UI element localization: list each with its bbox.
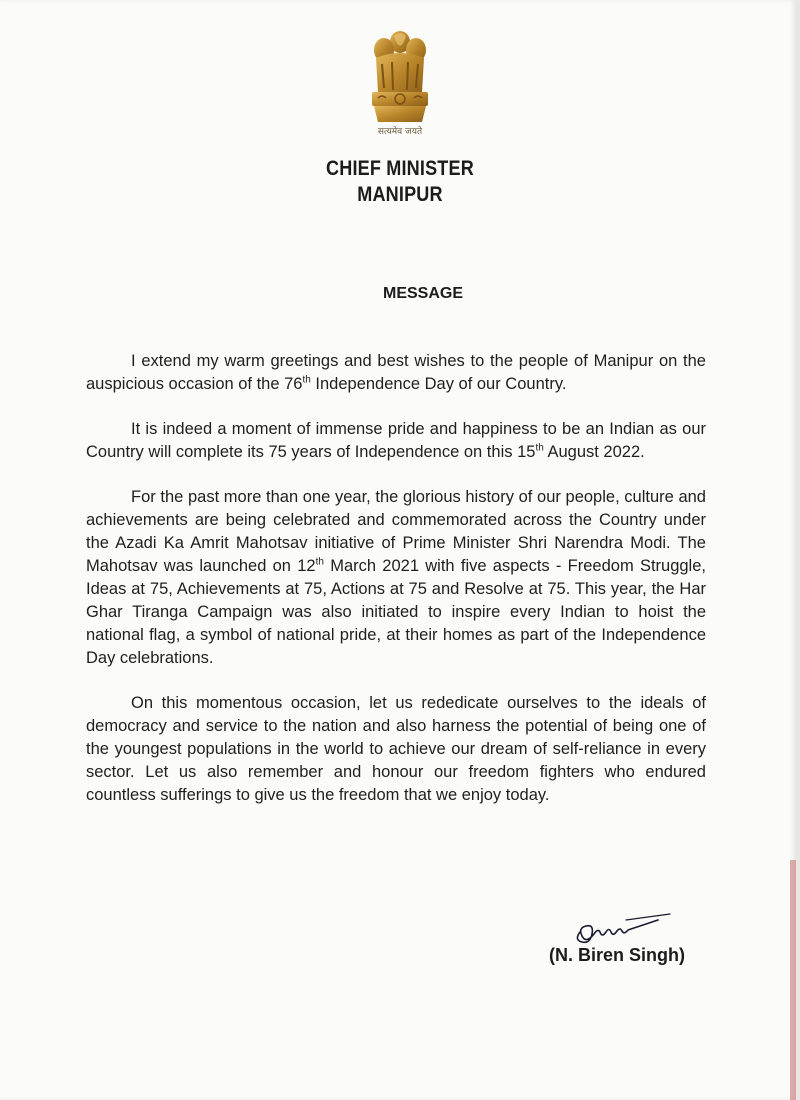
handwritten-signature-icon: [568, 908, 688, 948]
paragraph-4: On this momentous occasion, let us rededicate ourselves to the ideals of democracy and service to the nation and also harness the potential of being one of the youngest populations in the world to achieve our dream of self-reliance in every sector. Let us also remember and honour our freedom fighters who endured countless sufferings to give us the freedom that we enjoy today.: [86, 694, 706, 804]
emblem-motto: सत्यमेव जयते: [377, 127, 423, 137]
message-body: [86, 350, 706, 829]
page-edge-stripe: [790, 860, 796, 1100]
paragraph-3: For the past more than one year, the glorious history of our people, culture and achievements are being celebrated and commemorated across the Country under the Azadi Ka Amrit Mahotsav initiative of Prime Minister Shri Narendra Modi. The Mahotsav was launched on 12th March 2021 with five aspects - Freedom Struggle, Ideas at 75, Achievements at 75, Actions at 75 and Resolve at 75. This year, the Har Ghar Tiranga Campaign was also initiated to inspire every Indian to hoist the national flag, a symbol of national pride, at their homes as part of the Independence Day celebrations.: [86, 488, 706, 667]
state-name: MANIPUR: [357, 183, 443, 206]
paragraph-2: It is indeed a moment of immense pride and happiness to be an Indian as our Country will complete its 75 years of Independence on this 15th August 2022.: [86, 420, 706, 461]
paragraph-1: I extend my warm greetings and best wishes to the people of Manipur on the auspicious occasion of the 76th Independence Day of our Country.: [86, 352, 706, 393]
signatory-name: (N. Biren Singh): [549, 945, 685, 965]
state-emblem-icon: [364, 28, 436, 140]
message-heading: MESSAGE: [382, 285, 463, 302]
office-title: CHIEF MINISTER: [326, 157, 474, 180]
